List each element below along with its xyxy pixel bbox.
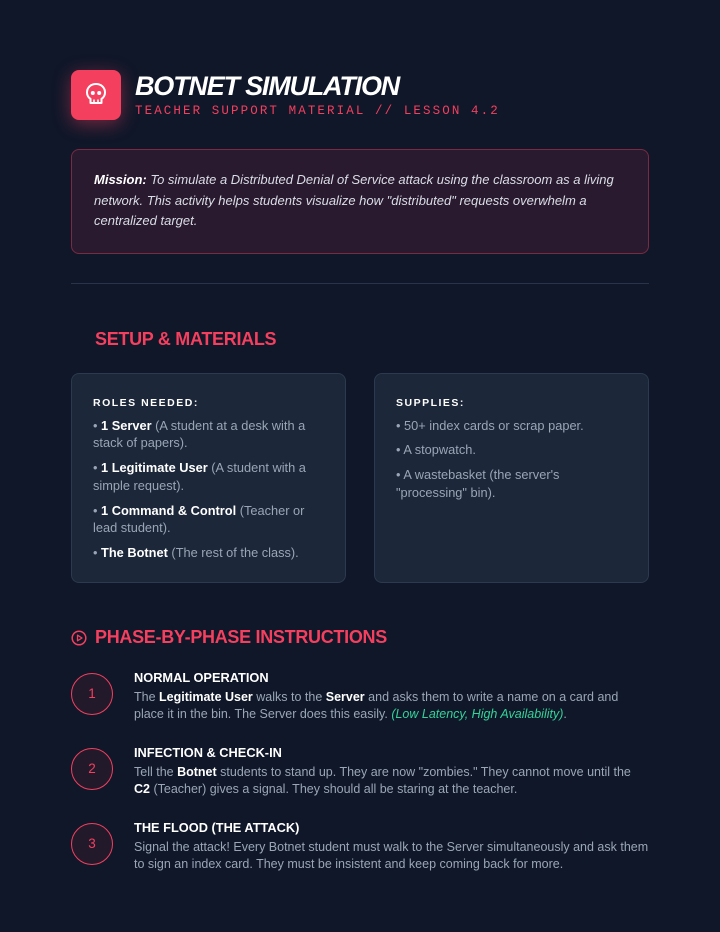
role-description: (Teacher or lead student). bbox=[93, 502, 305, 536]
list-item bbox=[396, 417, 627, 435]
step-1 bbox=[71, 669, 649, 724]
bullet: • bbox=[396, 467, 404, 483]
header bbox=[71, 70, 649, 120]
step-number: 2 bbox=[71, 748, 113, 790]
step-text bbox=[134, 764, 649, 799]
text-run: and asks them to write a name on a card and place it in the bin. The Server does this easily. bbox=[134, 689, 619, 721]
step-title: INFECTION & CHECK-IN bbox=[134, 744, 282, 760]
role-name: 1 Legitimate User bbox=[101, 460, 208, 476]
step-body bbox=[134, 819, 649, 874]
step-body bbox=[134, 669, 649, 724]
bold-run: C2 bbox=[134, 782, 150, 796]
step-3 bbox=[71, 819, 649, 874]
mission-label: Mission: bbox=[94, 172, 147, 187]
bullet: • bbox=[396, 417, 405, 433]
divider bbox=[71, 283, 649, 284]
list-item bbox=[396, 466, 627, 502]
role-description: (A student at a desk with a stack of papers). bbox=[93, 417, 306, 451]
supply-text: A stopwatch. bbox=[403, 442, 476, 458]
role-description: (A student with a simple request). bbox=[93, 460, 306, 493]
step-number: 1 bbox=[71, 673, 113, 715]
text-run: (Teacher) gives a signal. They should all be staring at the teacher. bbox=[149, 782, 518, 796]
list-item bbox=[93, 459, 324, 495]
list-item bbox=[396, 441, 627, 459]
text-run: Signal the attack! Every Botnet student must walk to the Server simultaneously and ask them to sign an index card. They must be insistent and keep coming back for more. bbox=[134, 839, 649, 871]
step-body bbox=[134, 744, 649, 799]
text-run: . bbox=[563, 707, 567, 721]
roles-label: ROLES NEEDED: bbox=[93, 396, 199, 409]
play-circle-icon bbox=[71, 630, 87, 646]
text-run: The bbox=[134, 689, 160, 704]
roles-card bbox=[71, 373, 346, 583]
supplies-card bbox=[374, 373, 649, 583]
role-description: (The rest of the class). bbox=[167, 545, 299, 561]
instructions-section-title: PHASE-BY-PHASE INSTRUCTIONS bbox=[95, 627, 387, 647]
bullet: • bbox=[93, 502, 102, 518]
step-text bbox=[134, 689, 649, 724]
bold-run: Botnet bbox=[177, 764, 217, 779]
bold-run: Server bbox=[325, 689, 365, 704]
role-name: The Botnet bbox=[101, 545, 168, 561]
step-title: THE FLOOD (THE ATTACK) bbox=[134, 819, 300, 835]
document-page bbox=[71, 70, 649, 874]
setup-cards bbox=[71, 373, 649, 583]
step-number: 3 bbox=[71, 823, 113, 865]
role-name: 1 Command & Control bbox=[101, 502, 237, 518]
role-name: 1 Server bbox=[101, 417, 152, 433]
supply-text: A wastebasket (the server's "processing" bin). bbox=[396, 467, 560, 500]
setup-section-title: SETUP & MATERIALS bbox=[95, 328, 277, 349]
list-item bbox=[93, 502, 324, 538]
mission-box bbox=[71, 149, 649, 254]
header-titles bbox=[135, 71, 500, 119]
supply-text: 50+ index cards or scrap paper. bbox=[404, 417, 584, 433]
instructions-heading bbox=[71, 627, 649, 649]
page-subtitle: TEACHER SUPPORT MATERIAL // LESSON 4.2 bbox=[135, 104, 500, 118]
page-title: BOTNET SIMULATION bbox=[135, 71, 400, 101]
steps-list bbox=[71, 669, 649, 874]
bullet: • bbox=[93, 545, 102, 561]
bullet: • bbox=[93, 417, 102, 433]
text-run: walks to the bbox=[252, 689, 326, 704]
step-text bbox=[134, 839, 649, 874]
highlight-run: (Low Latency, High Availability) bbox=[391, 707, 564, 721]
list-item bbox=[93, 544, 324, 562]
skull-icon bbox=[71, 70, 121, 120]
text-run: students to stand up. They are now "zombies." They cannot move until the bbox=[216, 764, 631, 779]
text-run: Tell the bbox=[134, 764, 178, 779]
bullet: • bbox=[396, 442, 404, 458]
supplies-label: SUPPLIES: bbox=[396, 396, 465, 409]
step-title: NORMAL OPERATION bbox=[134, 669, 269, 685]
step-2 bbox=[71, 744, 649, 799]
bullet: • bbox=[93, 460, 102, 476]
mission-text: To simulate a Distributed Denial of Service attack using the classroom as a living network. This activity helps students visualize how "distributed" requests overwhelm a centralized target. bbox=[94, 172, 614, 228]
list-item bbox=[93, 417, 324, 453]
bold-run: Legitimate User bbox=[159, 689, 253, 704]
